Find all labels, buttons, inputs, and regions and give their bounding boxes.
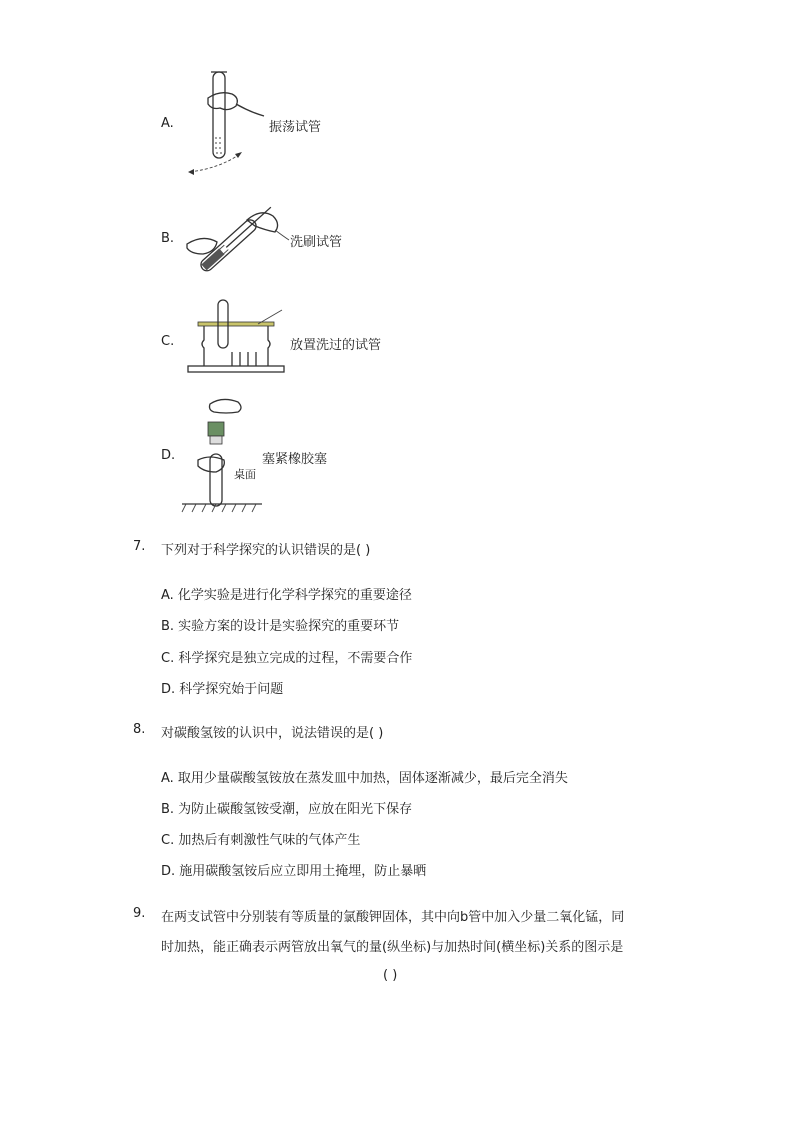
question-7-choice-d: D. 科学探究始于问题: [161, 682, 284, 697]
option-a-caption: 振荡试管: [269, 120, 322, 135]
question-7-choice-b: B. 实验方案的设计是实验探究的重要环节: [161, 619, 400, 634]
wash-test-tube-figure: [185, 196, 290, 278]
question-8-choice-d: D. 施用碳酸氢铵后应立即用土掩埋，防止暴晒: [161, 864, 427, 879]
question-9-answer-blank: ( ): [383, 968, 398, 983]
option-a-letter: A.: [161, 116, 174, 131]
question-9-stem-line-1: 在两支试管中分别装有等质量的氯酸钾固体，其中向b管中加入少量二氧化锰，同: [161, 910, 625, 925]
question-7-choice-a: A. 化学实验是进行化学科学探究的重要途径: [161, 588, 412, 603]
test-tube-rack-figure: [186, 296, 286, 376]
shake-test-tube-figure: [180, 68, 270, 178]
option-b-letter: B.: [161, 231, 175, 246]
option-c-letter: C.: [161, 334, 175, 349]
option-b-caption: 洗刷试管: [290, 235, 343, 250]
option-c-caption: 放置洗过的试管: [290, 338, 382, 353]
question-9-stem-line-2: 时加热，能正确表示两管放出氧气的量(纵坐标)与加热时间(横坐标)关系的图示是: [161, 940, 624, 955]
question-7-stem: 下列对于科学探究的认识错误的是( ): [161, 543, 371, 558]
option-d-letter: D.: [161, 448, 176, 463]
option-d-caption: 塞紧橡胶塞: [262, 452, 328, 467]
question-8-choice-a: A. 取用少量碳酸氢铵放在蒸发皿中加热，固体逐渐减少，最后完全消失: [161, 771, 568, 786]
table-surface-label: 桌面: [234, 468, 256, 481]
question-8-choice-b: B. 为防止碳酸氢铵受潮，应放在阳光下保存: [161, 802, 413, 817]
question-7-choice-c: C. 科学探究是独立完成的过程，不需要合作: [161, 651, 413, 666]
question-8-stem: 对碳酸氢铵的认识中，说法错误的是( ): [161, 726, 384, 741]
question-8-choice-c: C. 加热后有刺激性气味的气体产生: [161, 833, 361, 848]
insert-stopper-figure: [182, 394, 262, 516]
question-9-number: 9.: [133, 906, 146, 921]
question-7-number: 7.: [133, 539, 146, 554]
question-8-number: 8.: [133, 722, 146, 737]
